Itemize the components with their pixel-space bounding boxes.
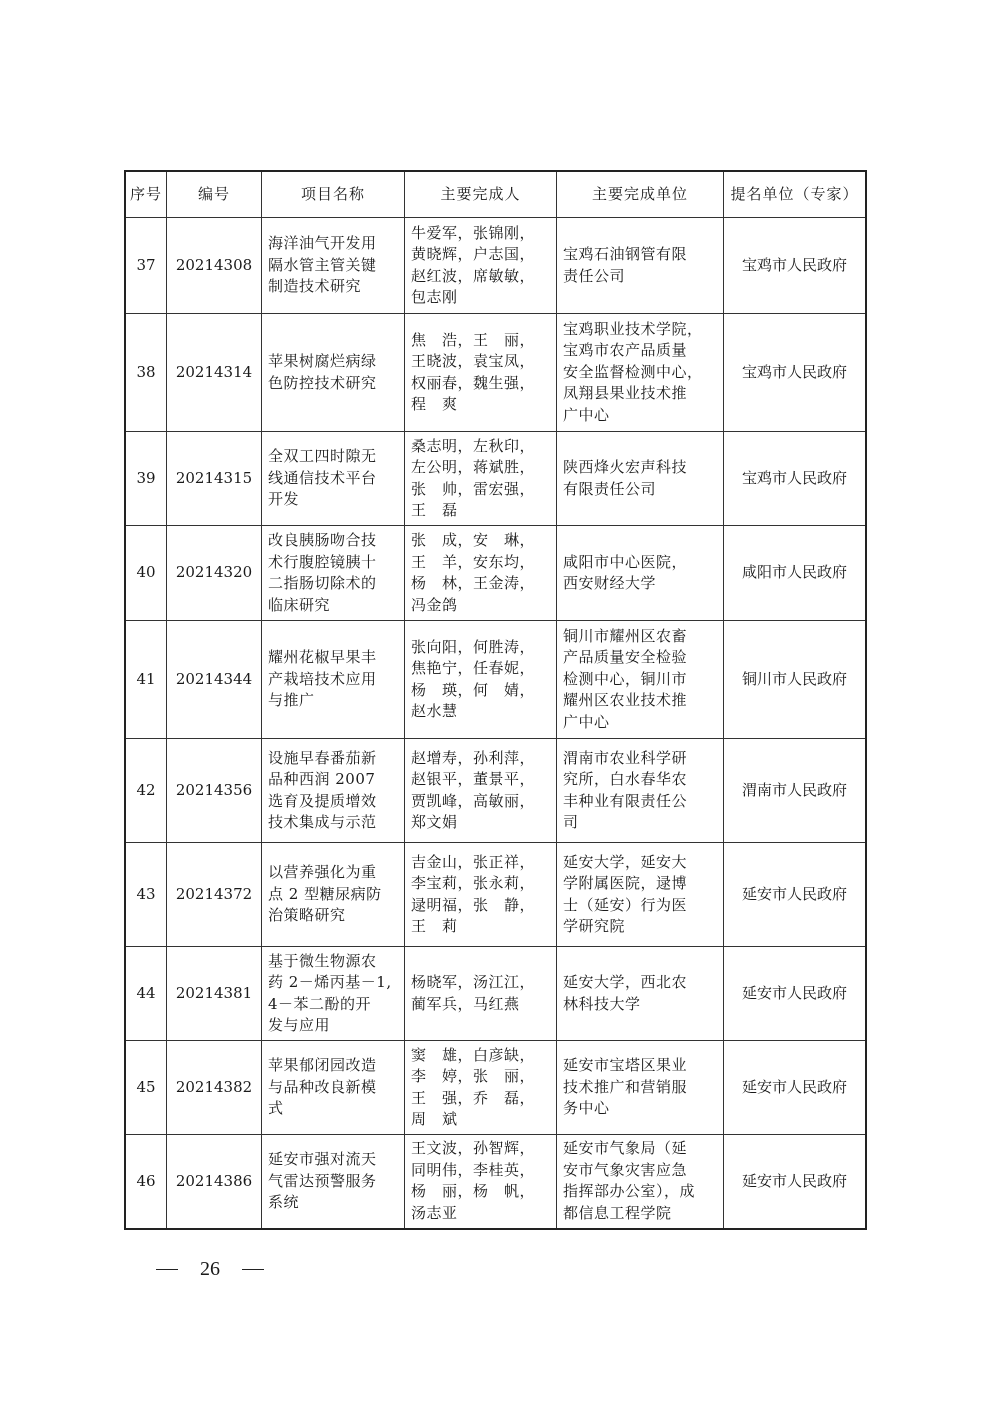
cell-main-units	[557, 526, 724, 621]
table-row	[125, 314, 866, 432]
cell-main-contributors-line: 包志刚	[411, 288, 458, 306]
cell-project-name-line: 改良胰肠吻合技	[268, 531, 377, 549]
cell-main-units	[557, 432, 724, 526]
cell-main-contributors-line: 张 帅，雷宏强，	[411, 479, 536, 498]
cell-main-units-line: 西安财经大学	[563, 574, 657, 592]
cell-main-contributors	[405, 432, 557, 526]
cell-code: 20214356	[167, 739, 262, 843]
cell-main-contributors	[405, 947, 557, 1041]
table-row	[125, 739, 866, 843]
table-body	[125, 218, 866, 1229]
cell-main-contributors-line: 张 成，安 琳，	[411, 531, 536, 549]
cell-main-contributors-line: 赵增寿，孙利萍，	[411, 748, 536, 767]
cell-project-name-line: 开发	[268, 490, 300, 509]
cell-project-name-line: 海洋油气开发用	[268, 234, 377, 253]
table-row	[125, 218, 866, 314]
cell-project-name-line: 临床研究	[268, 595, 331, 614]
cell-seq: 38	[125, 314, 167, 432]
cell-main-contributors-line: 吉金山，张正祥，	[411, 852, 536, 871]
cell-project-name-line: 设施早春番茄新	[268, 748, 377, 767]
cell-code: 20214308	[167, 218, 262, 314]
cell-main-contributors-line: 王文波，孙智辉，	[411, 1139, 536, 1158]
cell-main-units-line: 务中心	[563, 1099, 610, 1118]
cell-project-name-line: 隔水管主管关键	[268, 255, 377, 274]
cell-main-contributors-line: 王 莉	[411, 917, 458, 935]
cell-main-units-line: 宝鸡职业技术学院，	[563, 319, 703, 338]
cell-project-name-line: 与推广	[268, 691, 315, 710]
cell-main-contributors-line: 赵水慧	[411, 702, 458, 720]
cell-code: 20214314	[167, 314, 262, 432]
cell-main-units	[557, 1135, 724, 1229]
cell-main-units-line: 延安大学，延安大	[563, 852, 688, 871]
cell-main-contributors-line: 周 斌	[411, 1110, 458, 1128]
cell-seq: 41	[125, 621, 167, 739]
cell-seq: 44	[125, 947, 167, 1041]
cell-main-contributors-line: 王 强，乔 磊，	[411, 1088, 536, 1107]
cell-seq: 39	[125, 432, 167, 526]
header-main-units: 主要完成单位	[557, 171, 724, 218]
cell-project-name-line: 术行腹腔镜胰十	[268, 552, 377, 571]
cell-project-name-line: 发与应用	[268, 1016, 331, 1034]
cell-main-units-line: 安市气象灾害应急	[563, 1160, 688, 1179]
cell-project-name-line: 线通信技术平台	[268, 468, 377, 487]
cell-code: 20214372	[167, 843, 262, 947]
cell-code: 20214315	[167, 432, 262, 526]
cell-main-contributors-line: 李 婷，张 丽，	[411, 1067, 536, 1085]
cell-project-name-line: 产栽培技术应用	[268, 669, 377, 688]
cell-project-name-line: 药 2－烯丙基－1,	[268, 973, 392, 991]
cell-project-name-line: 延安市强对流天	[268, 1150, 377, 1168]
cell-main-units-line: 林科技大学	[563, 994, 641, 1013]
dash-right	[242, 1269, 264, 1270]
cell-seq: 43	[125, 843, 167, 947]
page-footer	[156, 1258, 264, 1281]
cell-main-contributors-line: 左公明，蒋斌胜，	[411, 458, 536, 476]
cell-main-contributors	[405, 218, 557, 314]
cell-main-units-line: 宝鸡石油钢管有限	[563, 245, 688, 263]
cell-main-units-line: 产品质量安全检验	[563, 648, 688, 667]
cell-nominator: 延安市人民政府	[724, 947, 867, 1041]
cell-project-name-line: 制造技术研究	[268, 277, 362, 296]
cell-main-contributors-line: 王 磊	[411, 501, 458, 519]
cell-main-units-line: 宝鸡市农产品质量	[563, 341, 688, 360]
cell-main-units-line: 技术推广和营销服	[563, 1077, 688, 1096]
cell-main-units-line: 学附属医院，逯博	[563, 874, 688, 892]
cell-main-units-line: 陕西烽火宏声科技	[563, 458, 688, 476]
cell-nominator: 延安市人民政府	[724, 843, 867, 947]
cell-project-name-line: 苹果树腐烂病绿	[268, 352, 377, 370]
cell-main-units-line: 司	[563, 813, 579, 831]
cell-main-contributors	[405, 739, 557, 843]
cell-main-contributors-line: 黄晓辉，户志国，	[411, 245, 536, 263]
cell-main-units-line: 广中心	[563, 712, 610, 731]
cell-main-units-line: 安全监督检测中心，	[563, 362, 703, 381]
cell-project-name	[262, 314, 405, 432]
cell-main-contributors-line: 逯明福，张 静，	[411, 895, 536, 914]
cell-project-name	[262, 621, 405, 739]
cell-nominator: 宝鸡市人民政府	[724, 432, 867, 526]
cell-seq: 46	[125, 1135, 167, 1229]
cell-main-contributors-line: 牛爱军，张锦刚，	[411, 223, 536, 242]
header-seq: 序号	[125, 171, 167, 218]
cell-project-name	[262, 1135, 405, 1229]
cell-main-contributors-line: 李宝莉，张永莉，	[411, 874, 536, 892]
cell-project-name-line: 4－苯二酚的开	[268, 994, 372, 1013]
header-main-contributors: 主要完成人	[405, 171, 557, 218]
cell-main-contributors-line: 冯金鸽	[411, 595, 458, 614]
cell-seq: 40	[125, 526, 167, 621]
cell-main-contributors-line: 权丽春，魏生强，	[411, 373, 536, 392]
cell-main-units-line: 耀州区农业技术推	[563, 691, 688, 710]
cell-main-contributors	[405, 843, 557, 947]
cell-project-name	[262, 218, 405, 314]
cell-seq: 37	[125, 218, 167, 314]
cell-project-name-line: 与品种改良新模	[268, 1077, 377, 1096]
cell-main-units-line: 究所，白水春华农	[563, 770, 688, 788]
cell-main-units	[557, 843, 724, 947]
cell-main-units-line: 丰种业有限责任公	[563, 791, 688, 810]
cell-main-units-line: 都信息工程学院	[563, 1203, 672, 1222]
cell-project-name-line: 苹果郁闭园改造	[268, 1056, 377, 1075]
page-number: 26	[200, 1258, 220, 1280]
cell-main-units-line: 铜川市耀州区农畜	[563, 626, 688, 645]
cell-main-contributors	[405, 1135, 557, 1229]
cell-code: 20214344	[167, 621, 262, 739]
cell-main-units-line: 延安大学，西北农	[563, 973, 688, 991]
cell-main-contributors-line: 焦 浩，王 丽，	[411, 330, 536, 349]
cell-main-contributors-line: 张向阳，何胜涛，	[411, 637, 536, 656]
cell-main-contributors-line: 赵红波，席敏敏，	[411, 266, 536, 285]
cell-main-contributors-line: 同明伟，李桂英，	[411, 1160, 536, 1179]
cell-code: 20214381	[167, 947, 262, 1041]
cell-main-contributors-line: 贾凯峰，高敏丽，	[411, 791, 536, 810]
table-row	[125, 526, 866, 621]
cell-main-units-line: 指挥部办公室），成	[563, 1182, 696, 1201]
cell-main-contributors-line: 杨晓军，汤江江，	[411, 973, 536, 991]
cell-project-name-line: 治策略研究	[268, 906, 346, 925]
cell-nominator: 渭南市人民政府	[724, 739, 867, 843]
cell-project-name-line: 系统	[268, 1193, 300, 1211]
cell-main-contributors	[405, 1041, 557, 1135]
cell-project-name-line: 全双工四时隙无	[268, 447, 377, 466]
table-row	[125, 1135, 866, 1229]
cell-project-name-line: 以营养强化为重	[268, 863, 377, 882]
cell-main-contributors-line: 郑文娟	[411, 813, 458, 831]
cell-main-contributors	[405, 314, 557, 432]
cell-nominator: 延安市人民政府	[724, 1041, 867, 1135]
header-code: 编号	[167, 171, 262, 218]
cell-project-name	[262, 947, 405, 1041]
table-row	[125, 1041, 866, 1135]
cell-project-name-line: 气雷达预警服务	[268, 1171, 377, 1190]
cell-main-contributors-line: 杨 瑛，何 婧，	[411, 680, 536, 699]
cell-project-name	[262, 432, 405, 526]
table-row	[125, 947, 866, 1041]
cell-main-units	[557, 947, 724, 1041]
cell-main-units-line: 咸阳市中心医院，	[563, 552, 688, 571]
cell-main-units	[557, 314, 724, 432]
cell-project-name-line: 选育及提质增效	[268, 791, 377, 810]
cell-main-units-line: 有限责任公司	[563, 479, 657, 498]
cell-project-name-line: 基于微生物源农	[268, 951, 377, 970]
cell-main-contributors-line: 杨 丽，杨 帆，	[411, 1182, 536, 1201]
cell-project-name-line: 点 2 型糖尿病防	[268, 884, 382, 903]
cell-code: 20214386	[167, 1135, 262, 1229]
cell-project-name-line: 品种西润 2007	[268, 770, 376, 788]
cell-nominator: 咸阳市人民政府	[724, 526, 867, 621]
cell-main-units-line: 士（延安）行为医	[563, 895, 688, 914]
cell-project-name	[262, 739, 405, 843]
cell-project-name-line: 二指肠切除术的	[268, 574, 377, 592]
cell-main-contributors-line: 汤志亚	[411, 1203, 458, 1222]
cell-nominator: 延安市人民政府	[724, 1135, 867, 1229]
cell-project-name	[262, 526, 405, 621]
cell-main-units-line: 延安市宝塔区果业	[563, 1056, 688, 1075]
cell-code: 20214382	[167, 1041, 262, 1135]
cell-nominator: 宝鸡市人民政府	[724, 218, 867, 314]
cell-main-units	[557, 739, 724, 843]
cell-main-contributors-line: 杨 林，王金涛，	[411, 574, 536, 592]
cell-main-units	[557, 621, 724, 739]
cell-project-name-line: 技术集成与示范	[268, 813, 377, 831]
cell-main-contributors-line: 王晓波，袁宝凤，	[411, 352, 536, 370]
cell-main-contributors-line: 窦 雄，白彦缺，	[411, 1045, 536, 1064]
header-project-name: 项目名称	[262, 171, 405, 218]
cell-main-contributors	[405, 526, 557, 621]
cell-main-units-line: 学研究院	[563, 917, 626, 935]
cell-code: 20214320	[167, 526, 262, 621]
cell-main-units-line: 责任公司	[563, 266, 626, 285]
cell-main-units-line: 延安市气象局（延	[563, 1139, 688, 1158]
cell-project-name	[262, 1041, 405, 1135]
cell-seq: 45	[125, 1041, 167, 1135]
cell-main-units	[557, 1041, 724, 1135]
cell-project-name	[262, 843, 405, 947]
cell-project-name-line: 式	[268, 1099, 284, 1118]
table-row	[125, 843, 866, 947]
cell-main-contributors	[405, 621, 557, 739]
cell-main-contributors-line: 蔺军兵，马红燕	[411, 994, 520, 1013]
cell-main-units	[557, 218, 724, 314]
cell-main-contributors-line: 程 爽	[411, 395, 458, 413]
cell-nominator: 宝鸡市人民政府	[724, 314, 867, 432]
cell-main-units-line: 凤翔县果业技术推	[563, 384, 688, 403]
cell-main-units-line: 检测中心，铜川市	[563, 669, 688, 688]
cell-main-contributors-line: 桑志明，左秋印，	[411, 436, 536, 455]
cell-main-contributors-line: 赵银平，董景平，	[411, 770, 536, 788]
cell-main-contributors-line: 王 羊，安东均，	[411, 552, 536, 571]
cell-seq: 42	[125, 739, 167, 843]
table-header-row	[125, 171, 866, 218]
header-nominator: 提名单位（专家）	[724, 171, 867, 218]
table-row	[125, 432, 866, 526]
cell-project-name-line: 耀州花椒早果丰	[268, 648, 377, 667]
table-row	[125, 621, 866, 739]
cell-main-units-line: 广中心	[563, 405, 610, 424]
cell-main-contributors-line: 焦艳宁，任春妮，	[411, 659, 536, 677]
cell-main-units-line: 渭南市农业科学研	[563, 748, 688, 767]
dash-left	[156, 1269, 178, 1270]
award-projects-table	[124, 170, 867, 1230]
cell-project-name-line: 色防控技术研究	[268, 373, 377, 392]
cell-nominator: 铜川市人民政府	[724, 621, 867, 739]
